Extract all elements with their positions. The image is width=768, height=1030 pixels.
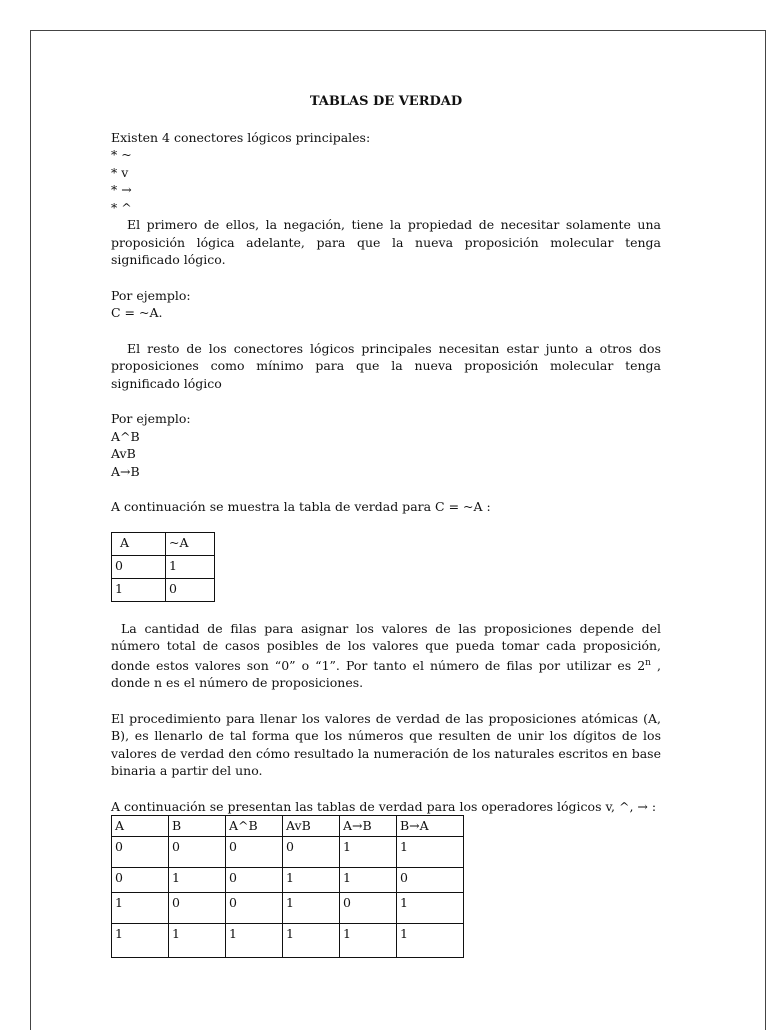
table2-caption: A continuación se presentan las tablas de verdad para los operadores lógicos v, ^, → : <box>111 798 657 814</box>
table-header-cell: ~A <box>166 532 215 555</box>
table-cell: 0 <box>166 578 215 601</box>
table-cell: 0 <box>112 867 169 892</box>
table-cell: 1 <box>112 578 166 601</box>
table-cell: 1 <box>340 836 397 867</box>
negation-truth-table <box>111 532 215 602</box>
table-header-cell: B→A <box>397 816 464 837</box>
procedure-paragraph: El procedimiento para llenar los valores de verdad de las proposiciones atómicas (A, B), es llenarlo de tal forma que los números que resulten de unir los dígitos de los valores de verdad den cómo resultado la numeración de los naturales escritos en base binaria a partir del uno. <box>111 710 661 779</box>
table-cell: 1 <box>283 923 340 957</box>
example1-value: C = ~A. <box>111 305 163 320</box>
connector-item: * → <box>111 182 132 197</box>
rows-paragraph-text: La cantidad de filas para asignar los valores de las proposiciones depende del número total de casos posibles de los valores que pueda tomar cada proposición, donde estos valores son “0” o “1”. Por tanto el número de filas por utilizar es 2 <box>111 620 661 673</box>
table-cell: 0 <box>112 836 169 867</box>
table-header-row <box>112 816 464 837</box>
table-cell: 0 <box>226 836 283 867</box>
table-cell: 1 <box>397 923 464 957</box>
table-cell: 1 <box>112 892 169 923</box>
table-cell: 0 <box>340 892 397 923</box>
connector-list <box>111 146 661 216</box>
table-row <box>112 867 464 892</box>
example2-item: A^B <box>111 428 140 444</box>
intro-text: Existen 4 conectores lógicos principales: <box>111 129 371 145</box>
connector-item: * ~ <box>111 147 132 162</box>
table1-caption: A continuación se muestra la tabla de verdad para C = ~A : <box>111 499 491 514</box>
table-header-row <box>112 532 215 555</box>
table-cell: 0 <box>112 555 166 578</box>
table-row <box>112 555 215 578</box>
table-cell: 1 <box>226 923 283 957</box>
table-cell: 1 <box>283 867 340 892</box>
rows-paragraph <box>111 620 661 692</box>
table-cell: 0 <box>397 867 464 892</box>
table-row <box>112 892 464 923</box>
table-cell: 1 <box>283 892 340 923</box>
table-cell: 0 <box>169 836 226 867</box>
table-header-cell: A→B <box>340 816 397 837</box>
table-header-cell: AvB <box>283 816 340 837</box>
rest-paragraph: El resto de los conectores lógicos principales necesitan estar junto a otros dos proposiciones como mínimo para que la nueva proposición molecular tenga significado lógico <box>111 340 661 391</box>
table-header-cell: A^B <box>226 816 283 837</box>
table-header-cell: B <box>169 816 226 837</box>
rows-paragraph-exponent: n <box>645 657 651 668</box>
table-row <box>112 923 464 957</box>
table-cell: 1 <box>169 867 226 892</box>
negation-paragraph: El primero de ellos, la negación, tiene la propiedad de necesitar solamente una proposición lógica adelante, para que la nueva proposición molecular tenga significado lógico. <box>111 217 661 267</box>
table-cell: 1 <box>169 923 226 957</box>
page-title: TABLAS DE VERDAD <box>309 94 463 109</box>
table-cell: 0 <box>283 836 340 867</box>
document-content <box>111 93 661 958</box>
connector-item: * v <box>111 164 129 180</box>
operators-truth-table <box>111 815 464 958</box>
table-cell: 0 <box>226 867 283 892</box>
table-header-cell: A <box>112 532 166 555</box>
table-header-cell: A <box>112 816 169 837</box>
table-cell: 1 <box>166 555 215 578</box>
example2-item: A→B <box>111 463 140 479</box>
table-cell: 1 <box>340 867 397 892</box>
example1-label: Por ejemplo: <box>111 287 191 303</box>
table-cell: 1 <box>397 892 464 923</box>
table-cell: 0 <box>169 892 226 923</box>
connector-item: * ^ <box>111 199 132 215</box>
table-row <box>112 836 464 867</box>
table-cell: 1 <box>340 923 397 957</box>
example2-item: AvB <box>111 446 136 461</box>
table-cell: 0 <box>226 892 283 923</box>
document-page <box>30 30 766 1030</box>
rows-paragraph-tail: , donde n es el número de proposiciones. <box>111 657 661 691</box>
table-cell: 1 <box>112 923 169 957</box>
table-row <box>112 578 215 601</box>
example2-label: Por ejemplo: <box>111 411 191 426</box>
table-cell: 1 <box>397 836 464 867</box>
